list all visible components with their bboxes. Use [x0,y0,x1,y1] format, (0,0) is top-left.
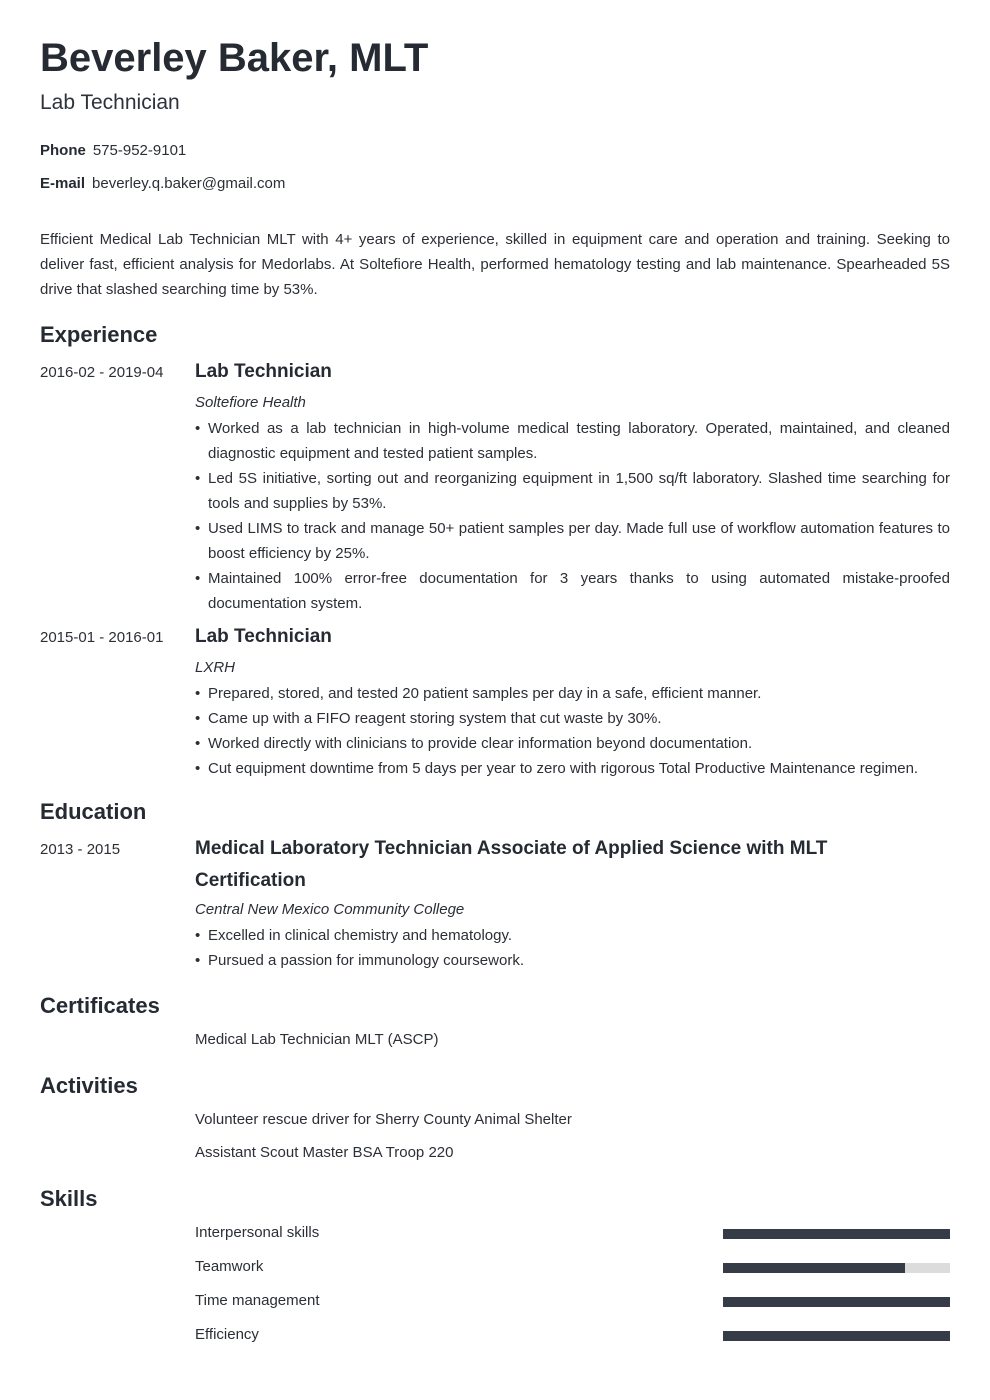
skill-level-fill [723,1263,905,1273]
education-heading: Education [40,799,147,824]
profile-summary: Efficient Medical Lab Technician MLT with 4+ years of experience, skilled in equipment care and operation and training. Seeking to deliver fast, efficient analysis for Medorlabs. At Soltefiore Health, performed hematology testing and lab maintenance. Spearheaded 5S drive that slashed searching time by 53%. [40,231,950,298]
candidate-name: Beverley Baker, MLT [40,36,429,80]
bullet-item: • Led 5S initiative, sorting out and reorganizing equipment in 1,500 sq/ft laboratory. Slashed time searching for tools and supplies by 53%. [195,466,950,516]
education-entry [195,833,875,897]
bullet-item: • Excelled in clinical chemistry and hematology. [195,923,950,948]
experience-heading: Experience [40,322,158,347]
contact-phone [40,142,186,159]
education-dates: 2013 - 2015 [40,841,121,858]
job-dates: 2015-01 - 2016-01 [40,629,164,646]
skill-label: Efficiency [195,1326,259,1343]
job-bullets [195,416,950,616]
degree-title: Medical Laboratory Technician Associate of Applied Science with MLT Certification [195,838,828,891]
activity-item: Assistant Scout Master BSA Troop 220 [195,1144,454,1161]
bullet-item: • Prepared, stored, and tested 20 patient samples per day in a safe, efficient manner. [195,681,950,706]
bullet-item: • Maintained 100% error-free documentation for 3 years thanks to using automated mistake-proofed documentation system. [195,566,950,616]
skill-level-fill [723,1229,950,1239]
job-employer: LXRH [195,659,236,676]
bullet-item: • Pursued a passion for immunology coursework. [195,948,950,973]
phone-value: 575-952-9101 [92,142,187,159]
skill-level-bar [723,1229,950,1239]
job-employer: Soltefiore Health [195,394,306,411]
email-value: beverley.q.baker@gmail.com [92,175,286,192]
bullet-item: • Came up with a FIFO reagent storing system that cut waste by 30%. [195,706,950,731]
candidate-title: Lab Technician [40,91,180,114]
bullet-item: • Cut equipment downtime from 5 days per year to zero with rigorous Total Productive Maintenance regimen. [195,756,950,781]
skill-level-bar [723,1263,950,1273]
job-title: Lab Technician [195,361,332,382]
bullet-item: • Worked as a lab technician in high-volume medical testing laboratory. Operated, maintained, and cleaned diagnostic equipment and tested patient samples. [195,416,950,466]
skill-level-bar [723,1331,950,1341]
job-entry [195,621,950,781]
email-label: E-mail [40,175,86,192]
certificate-item: Medical Lab Technician MLT (ASCP) [195,1031,439,1048]
skill-level-fill [723,1297,950,1307]
phone-label: Phone [40,142,86,159]
education-bullets [195,923,950,973]
job-bullets [195,681,950,781]
education-details [195,897,950,973]
skill-label: Teamwork [195,1258,264,1275]
skill-label: Interpersonal skills [195,1224,320,1241]
skill-level-fill [723,1331,950,1341]
contact-email [40,175,285,192]
skills-heading: Skills [40,1186,98,1211]
certificates-heading: Certificates [40,993,160,1018]
job-title: Lab Technician [195,626,332,647]
skill-label: Time management [195,1292,320,1309]
school-name: Central New Mexico Community College [195,901,465,918]
activities-heading: Activities [40,1073,138,1098]
job-dates: 2016-02 - 2019-04 [40,364,164,381]
skill-level-bar [723,1297,950,1307]
activity-item: Volunteer rescue driver for Sherry County Animal Shelter [195,1111,572,1128]
job-entry [195,356,950,616]
bullet-item: • Worked directly with clinicians to provide clear information beyond documentation. [195,731,950,756]
bullet-item: • Used LIMS to track and manage 50+ patient samples per day. Made full use of workflow automation features to boost efficiency by 25%. [195,516,950,566]
